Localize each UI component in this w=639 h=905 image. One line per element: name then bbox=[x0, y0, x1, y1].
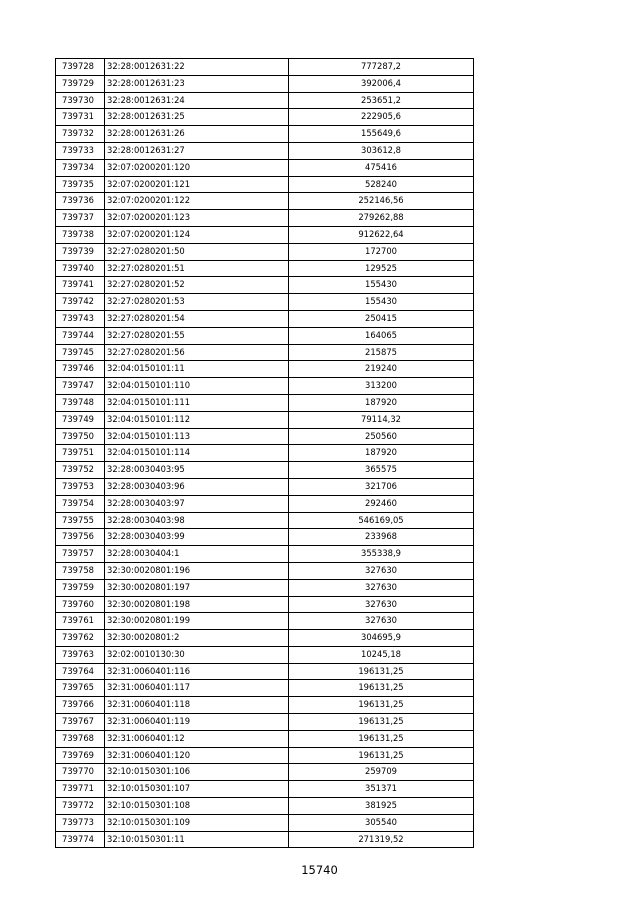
cadastral-number-cell: 32:10:0150301:109 bbox=[105, 814, 289, 831]
cadastral-number-cell: 32:27:0280201:56 bbox=[105, 344, 289, 361]
cadastral-number-cell: 32:28:0012631:22 bbox=[105, 59, 289, 76]
row-number-cell: 739752 bbox=[56, 462, 105, 479]
value-cell: 304695,9 bbox=[289, 630, 474, 647]
row-number-cell: 739744 bbox=[56, 327, 105, 344]
table-row bbox=[56, 478, 474, 495]
table-row bbox=[56, 243, 474, 260]
table-row bbox=[56, 126, 474, 143]
cadastral-number-cell: 32:30:0020801:197 bbox=[105, 579, 289, 596]
row-number-cell: 739762 bbox=[56, 630, 105, 647]
row-number-cell: 739751 bbox=[56, 445, 105, 462]
row-number-cell: 739765 bbox=[56, 680, 105, 697]
table-row bbox=[56, 714, 474, 731]
table-row bbox=[56, 294, 474, 311]
row-number-cell: 739768 bbox=[56, 730, 105, 747]
row-number-cell: 739735 bbox=[56, 176, 105, 193]
row-number-cell: 739759 bbox=[56, 579, 105, 596]
value-cell: 79114,32 bbox=[289, 411, 474, 428]
table-row bbox=[56, 529, 474, 546]
value-cell: 313200 bbox=[289, 378, 474, 395]
table-row bbox=[56, 630, 474, 647]
value-cell: 10245,18 bbox=[289, 646, 474, 663]
table-row bbox=[56, 764, 474, 781]
cadastral-number-cell: 32:07:0200201:124 bbox=[105, 226, 289, 243]
row-number-cell: 739761 bbox=[56, 613, 105, 630]
table-row bbox=[56, 562, 474, 579]
page-number: 15740 bbox=[301, 863, 338, 877]
row-number-cell: 739743 bbox=[56, 310, 105, 327]
cadastral-number-cell: 32:04:0150101:114 bbox=[105, 445, 289, 462]
table-row bbox=[56, 159, 474, 176]
table-row bbox=[56, 445, 474, 462]
value-cell: 129525 bbox=[289, 260, 474, 277]
row-number-cell: 739748 bbox=[56, 394, 105, 411]
cadastral-number-cell: 32:27:0280201:52 bbox=[105, 277, 289, 294]
cadastral-number-cell: 32:31:0060401:119 bbox=[105, 714, 289, 731]
value-cell: 777287,2 bbox=[289, 59, 474, 76]
value-cell: 219240 bbox=[289, 361, 474, 378]
cadastral-number-cell: 32:27:0280201:54 bbox=[105, 310, 289, 327]
value-cell: 392006,4 bbox=[289, 75, 474, 92]
value-cell: 196131,25 bbox=[289, 680, 474, 697]
value-cell: 250415 bbox=[289, 310, 474, 327]
row-number-cell: 739755 bbox=[56, 512, 105, 529]
cadastral-number-cell: 32:28:0030404:1 bbox=[105, 546, 289, 563]
value-cell: 187920 bbox=[289, 445, 474, 462]
cadastral-number-cell: 32:04:0150101:111 bbox=[105, 394, 289, 411]
value-cell: 172700 bbox=[289, 243, 474, 260]
table-row bbox=[56, 781, 474, 798]
value-cell: 365575 bbox=[289, 462, 474, 479]
value-cell: 381925 bbox=[289, 798, 474, 815]
cadastral-number-cell: 32:28:0012631:27 bbox=[105, 142, 289, 159]
row-number-cell: 739750 bbox=[56, 428, 105, 445]
row-number-cell: 739747 bbox=[56, 378, 105, 395]
value-cell: 222905,6 bbox=[289, 109, 474, 126]
value-cell: 475416 bbox=[289, 159, 474, 176]
cadastral-number-cell: 32:31:0060401:120 bbox=[105, 747, 289, 764]
table-body bbox=[56, 59, 474, 848]
cadastral-number-cell: 32:04:0150101:11 bbox=[105, 361, 289, 378]
value-cell: 259709 bbox=[289, 764, 474, 781]
cadastral-number-cell: 32:28:0012631:25 bbox=[105, 109, 289, 126]
value-cell: 327630 bbox=[289, 613, 474, 630]
row-number-cell: 739738 bbox=[56, 226, 105, 243]
value-cell: 327630 bbox=[289, 596, 474, 613]
row-number-cell: 739756 bbox=[56, 529, 105, 546]
row-number-cell: 739754 bbox=[56, 495, 105, 512]
value-cell: 351371 bbox=[289, 781, 474, 798]
table-row bbox=[56, 613, 474, 630]
cadastral-number-cell: 32:28:0030403:98 bbox=[105, 512, 289, 529]
table-row bbox=[56, 579, 474, 596]
value-cell: 187920 bbox=[289, 394, 474, 411]
cadastral-value-table bbox=[55, 58, 474, 848]
cadastral-number-cell: 32:30:0020801:2 bbox=[105, 630, 289, 647]
cadastral-number-cell: 32:04:0150101:113 bbox=[105, 428, 289, 445]
cadastral-number-cell: 32:28:0030403:97 bbox=[105, 495, 289, 512]
table-row bbox=[56, 92, 474, 109]
table-row bbox=[56, 663, 474, 680]
row-number-cell: 739734 bbox=[56, 159, 105, 176]
row-number-cell: 739737 bbox=[56, 210, 105, 227]
table-row bbox=[56, 327, 474, 344]
value-cell: 355338,9 bbox=[289, 546, 474, 563]
table-row bbox=[56, 226, 474, 243]
cadastral-number-cell: 32:07:0200201:123 bbox=[105, 210, 289, 227]
cadastral-number-cell: 32:02:0010130:30 bbox=[105, 646, 289, 663]
cadastral-number-cell: 32:31:0060401:118 bbox=[105, 697, 289, 714]
value-cell: 253651,2 bbox=[289, 92, 474, 109]
table-row bbox=[56, 394, 474, 411]
row-number-cell: 739753 bbox=[56, 478, 105, 495]
row-number-cell: 739733 bbox=[56, 142, 105, 159]
value-cell: 528240 bbox=[289, 176, 474, 193]
table-row bbox=[56, 512, 474, 529]
table-row bbox=[56, 428, 474, 445]
table-row bbox=[56, 378, 474, 395]
cadastral-number-cell: 32:27:0280201:53 bbox=[105, 294, 289, 311]
value-cell: 250560 bbox=[289, 428, 474, 445]
table-row bbox=[56, 462, 474, 479]
cadastral-number-cell: 32:07:0200201:120 bbox=[105, 159, 289, 176]
cadastral-number-cell: 32:27:0280201:55 bbox=[105, 327, 289, 344]
cadastral-number-cell: 32:04:0150101:110 bbox=[105, 378, 289, 395]
value-cell: 155430 bbox=[289, 294, 474, 311]
table-row bbox=[56, 411, 474, 428]
cadastral-number-cell: 32:30:0020801:198 bbox=[105, 596, 289, 613]
table-row bbox=[56, 310, 474, 327]
table-row bbox=[56, 596, 474, 613]
row-number-cell: 739731 bbox=[56, 109, 105, 126]
cadastral-number-cell: 32:30:0020801:199 bbox=[105, 613, 289, 630]
table-row bbox=[56, 277, 474, 294]
cadastral-number-cell: 32:10:0150301:106 bbox=[105, 764, 289, 781]
value-cell: 155430 bbox=[289, 277, 474, 294]
row-number-cell: 739749 bbox=[56, 411, 105, 428]
table-row bbox=[56, 798, 474, 815]
value-cell: 196131,25 bbox=[289, 714, 474, 731]
table-row bbox=[56, 747, 474, 764]
value-cell: 164065 bbox=[289, 327, 474, 344]
row-number-cell: 739746 bbox=[56, 361, 105, 378]
table-row bbox=[56, 546, 474, 563]
row-number-cell: 739767 bbox=[56, 714, 105, 731]
cadastral-number-cell: 32:27:0280201:51 bbox=[105, 260, 289, 277]
cadastral-number-cell: 32:28:0012631:24 bbox=[105, 92, 289, 109]
cadastral-number-cell: 32:31:0060401:12 bbox=[105, 730, 289, 747]
table-row bbox=[56, 142, 474, 159]
row-number-cell: 739763 bbox=[56, 646, 105, 663]
row-number-cell: 739736 bbox=[56, 193, 105, 210]
table-row bbox=[56, 193, 474, 210]
cadastral-number-cell: 32:31:0060401:117 bbox=[105, 680, 289, 697]
table-row bbox=[56, 59, 474, 76]
value-cell: 321706 bbox=[289, 478, 474, 495]
value-cell: 196131,25 bbox=[289, 663, 474, 680]
row-number-cell: 739771 bbox=[56, 781, 105, 798]
value-cell: 155649,6 bbox=[289, 126, 474, 143]
value-cell: 215875 bbox=[289, 344, 474, 361]
table-row bbox=[56, 210, 474, 227]
cadastral-number-cell: 32:28:0030403:96 bbox=[105, 478, 289, 495]
row-number-cell: 739728 bbox=[56, 59, 105, 76]
value-cell: 252146,56 bbox=[289, 193, 474, 210]
cadastral-number-cell: 32:28:0030403:99 bbox=[105, 529, 289, 546]
row-number-cell: 739739 bbox=[56, 243, 105, 260]
row-number-cell: 739772 bbox=[56, 798, 105, 815]
row-number-cell: 739764 bbox=[56, 663, 105, 680]
row-number-cell: 739769 bbox=[56, 747, 105, 764]
value-cell: 327630 bbox=[289, 562, 474, 579]
row-number-cell: 739730 bbox=[56, 92, 105, 109]
table-row bbox=[56, 831, 474, 848]
row-number-cell: 739741 bbox=[56, 277, 105, 294]
table-row bbox=[56, 646, 474, 663]
row-number-cell: 739745 bbox=[56, 344, 105, 361]
row-number-cell: 739760 bbox=[56, 596, 105, 613]
cadastral-number-cell: 32:07:0200201:121 bbox=[105, 176, 289, 193]
value-cell: 196131,25 bbox=[289, 730, 474, 747]
table-row bbox=[56, 680, 474, 697]
cadastral-number-cell: 32:10:0150301:107 bbox=[105, 781, 289, 798]
value-cell: 305540 bbox=[289, 814, 474, 831]
row-number-cell: 739757 bbox=[56, 546, 105, 563]
table-row bbox=[56, 176, 474, 193]
row-number-cell: 739740 bbox=[56, 260, 105, 277]
value-cell: 271319,52 bbox=[289, 831, 474, 848]
row-number-cell: 739732 bbox=[56, 126, 105, 143]
cadastral-number-cell: 32:04:0150101:112 bbox=[105, 411, 289, 428]
row-number-cell: 739729 bbox=[56, 75, 105, 92]
table-row bbox=[56, 344, 474, 361]
cadastral-number-cell: 32:07:0200201:122 bbox=[105, 193, 289, 210]
table-row bbox=[56, 697, 474, 714]
row-number-cell: 739774 bbox=[56, 831, 105, 848]
cadastral-number-cell: 32:28:0012631:26 bbox=[105, 126, 289, 143]
value-cell: 292460 bbox=[289, 495, 474, 512]
table-row bbox=[56, 75, 474, 92]
cadastral-number-cell: 32:27:0280201:50 bbox=[105, 243, 289, 260]
value-cell: 196131,25 bbox=[289, 747, 474, 764]
cadastral-number-cell: 32:28:0030403:95 bbox=[105, 462, 289, 479]
cadastral-number-cell: 32:28:0012631:23 bbox=[105, 75, 289, 92]
row-number-cell: 739742 bbox=[56, 294, 105, 311]
value-cell: 327630 bbox=[289, 579, 474, 596]
value-cell: 196131,25 bbox=[289, 697, 474, 714]
cadastral-number-cell: 32:10:0150301:11 bbox=[105, 831, 289, 848]
table-row bbox=[56, 730, 474, 747]
cadastral-number-cell: 32:31:0060401:116 bbox=[105, 663, 289, 680]
row-number-cell: 739766 bbox=[56, 697, 105, 714]
table-row bbox=[56, 495, 474, 512]
table-row bbox=[56, 260, 474, 277]
table-row bbox=[56, 814, 474, 831]
row-number-cell: 739758 bbox=[56, 562, 105, 579]
value-cell: 233968 bbox=[289, 529, 474, 546]
value-cell: 912622,64 bbox=[289, 226, 474, 243]
table-row bbox=[56, 109, 474, 126]
value-cell: 546169,05 bbox=[289, 512, 474, 529]
cadastral-number-cell: 32:30:0020801:196 bbox=[105, 562, 289, 579]
value-cell: 303612,8 bbox=[289, 142, 474, 159]
row-number-cell: 739773 bbox=[56, 814, 105, 831]
cadastral-number-cell: 32:10:0150301:108 bbox=[105, 798, 289, 815]
table-row bbox=[56, 361, 474, 378]
row-number-cell: 739770 bbox=[56, 764, 105, 781]
value-cell: 279262,88 bbox=[289, 210, 474, 227]
